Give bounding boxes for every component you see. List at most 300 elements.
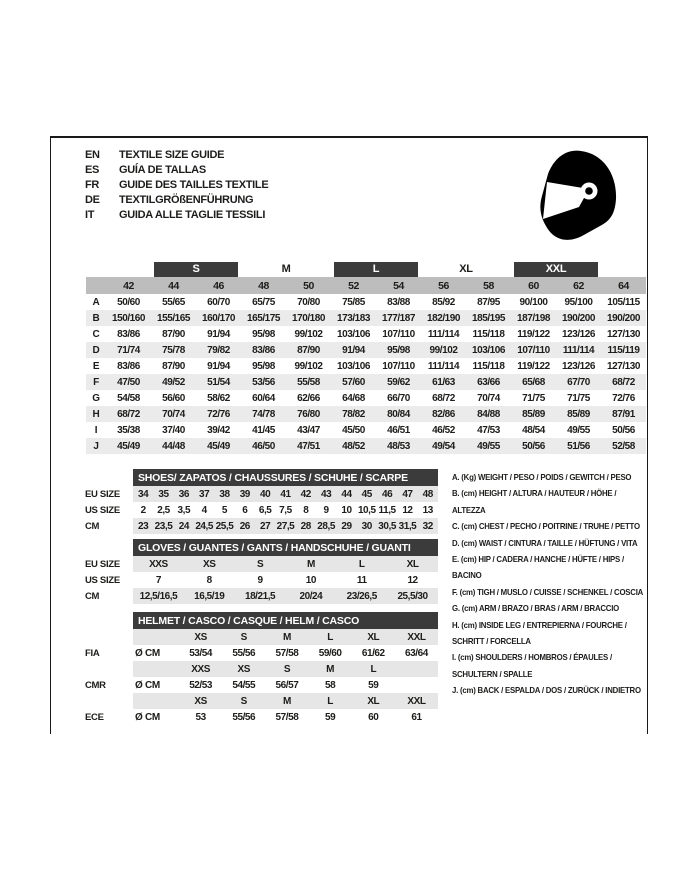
size-value: 6,5 <box>258 504 272 516</box>
size-value: 7,5 <box>279 504 292 516</box>
gloves-table-rows <box>85 556 438 604</box>
measure-value: 187/198 <box>517 312 550 324</box>
measure-value: 67/70 <box>567 376 590 388</box>
helmet-table <box>85 612 438 725</box>
helmet-value-row <box>85 645 438 661</box>
measure-value: 78/82 <box>342 408 365 420</box>
legend-item: A. (Kg) WEIGHT / PESO / POIDS / GEWITCH / PESO <box>452 472 632 482</box>
measure-value: 91/94 <box>207 360 230 372</box>
measure-value: 74/78 <box>252 408 275 420</box>
measure-value: 85/92 <box>432 296 455 308</box>
measure-value: 72/76 <box>612 392 635 404</box>
helmet-size-header: L <box>370 663 377 675</box>
measure-value: 57/60 <box>342 376 365 388</box>
measure-value: 79/82 <box>207 344 230 356</box>
helmet-table-rows <box>85 629 438 725</box>
standard-label: FIA <box>85 647 100 659</box>
size-value: 44 <box>341 488 352 500</box>
measure-value: 103/106 <box>337 328 370 340</box>
size-value: 23 <box>138 520 149 532</box>
size-value: 11,5 <box>378 504 396 516</box>
textile-measure-row <box>86 374 646 390</box>
size-value: 32 <box>422 520 433 532</box>
size-column-header: 62 <box>573 279 584 292</box>
measure-value: 99/102 <box>429 344 458 356</box>
size-value: 45 <box>361 488 372 500</box>
measure-row-label: F <box>93 376 99 388</box>
legend-item: J. (cm) BACK / ESPALDA / DOS / ZURÜCK / INDIETRO <box>452 685 641 696</box>
legend-item: I. (cm) SHOULDERS / HOMBROS / ÉPAULES / SCHULTERN / SPALLE <box>452 652 612 679</box>
language-code: EN <box>85 148 100 161</box>
measure-value: 107/110 <box>382 360 415 372</box>
measure-value: 83/86 <box>117 360 140 372</box>
measure-value: 60/70 <box>207 296 230 308</box>
row-cells <box>133 486 438 502</box>
measure-value: 99/102 <box>294 360 323 372</box>
row-label: US SIZE <box>85 504 120 516</box>
standard-label: ECE <box>85 711 104 723</box>
measure-value: 39/42 <box>207 424 230 436</box>
helmet-size-header: XS <box>194 631 207 643</box>
measure-value: 50/60 <box>117 296 140 308</box>
language-code: ES <box>85 163 100 176</box>
size-value: 48 <box>422 488 433 500</box>
size-value: 24 <box>178 520 189 532</box>
size-value: 39 <box>239 488 250 500</box>
measure-value: 91/94 <box>207 328 230 340</box>
helmet-size-header: XS <box>194 695 207 707</box>
standard-label: CMR <box>85 679 106 691</box>
language-title: TEXTILE SIZE GUIDE <box>119 148 225 161</box>
helmet-size-value: 57/58 <box>275 647 299 659</box>
measure-value: 66/70 <box>387 392 410 404</box>
helmet-size-value: 58 <box>324 679 336 691</box>
language-row <box>85 162 268 177</box>
size-value: 12 <box>407 574 418 586</box>
measure-value: 83/86 <box>252 344 275 356</box>
helmet-size-header: XXL <box>407 695 426 707</box>
textile-measure-row <box>86 342 646 358</box>
helmet-size-value: 55/56 <box>232 647 256 659</box>
legend-item: G. (cm) ARM / BRAZO / BRAS / ARM / BRACCIO <box>452 603 620 614</box>
size-value: 31,5 <box>398 520 417 532</box>
measure-value: 58/62 <box>207 392 230 404</box>
measure-value: 72/76 <box>207 408 230 420</box>
helmet-size-header: XXL <box>407 631 426 643</box>
helmet-size-value: 59 <box>324 711 336 723</box>
helmet-size-value: 53/54 <box>189 647 212 659</box>
size-value: 23/26,5 <box>346 590 377 602</box>
measure-value: 75/85 <box>342 296 365 308</box>
size-column-header: 60 <box>528 279 539 292</box>
size-column-header: 54 <box>393 279 404 292</box>
size-column-header: 48 <box>258 279 269 292</box>
unit-label: Ø CM <box>135 679 160 691</box>
measure-value: 115/118 <box>472 328 505 340</box>
measure-value: 48/54 <box>522 424 545 436</box>
size-value: 8 <box>206 574 212 586</box>
helmet-size-value: 57/58 <box>275 711 299 723</box>
size-value: 30,5 <box>378 520 396 532</box>
measure-value: 71/75 <box>567 392 590 404</box>
measure-value: 46/50 <box>252 440 275 452</box>
measure-value: 45/49 <box>207 440 230 452</box>
size-value: M <box>306 558 315 570</box>
measure-value: 47/53 <box>477 424 500 436</box>
language-row <box>85 177 268 192</box>
language-row <box>85 147 268 162</box>
size-value: 28 <box>300 520 311 532</box>
measure-value: 119/122 <box>517 328 550 340</box>
row-label: US SIZE <box>85 574 120 586</box>
size-value: 26 <box>239 520 250 532</box>
measure-value: 49/54 <box>432 440 455 452</box>
row-cells <box>133 709 438 725</box>
size-value: 18/21,5 <box>244 590 276 602</box>
size-value: 12 <box>402 504 413 516</box>
legend-item: E. (cm) HIP / CADERA / HANCHE / HÜFTE / HIPS / BACINO <box>452 554 624 581</box>
size-value: L <box>358 558 365 570</box>
shoes-table <box>85 469 438 534</box>
measure-value: 87/90 <box>162 328 185 340</box>
measure-value: 177/187 <box>382 312 415 324</box>
measure-value: 65/75 <box>252 296 275 308</box>
helmet-size-value: 61/62 <box>361 647 385 659</box>
size-value: XL <box>406 558 419 570</box>
size-value: 47 <box>402 488 413 500</box>
helmet-size-value: 61 <box>411 711 422 723</box>
size-value: 37 <box>199 488 210 500</box>
row-label: EU SIZE <box>85 488 120 500</box>
textile-size-table <box>86 261 646 454</box>
size-value: 36 <box>178 488 189 500</box>
measure-value: 70/74 <box>162 408 185 420</box>
measure-value: 87/90 <box>162 360 185 372</box>
helmet-size-value: 59 <box>368 679 379 691</box>
size-value: 41 <box>280 488 291 500</box>
language-title: GUIDE DES TAILLES TEXTILE <box>119 178 269 191</box>
size-value: 30 <box>361 520 372 532</box>
size-column-header: 56 <box>438 279 449 292</box>
size-value: 8 <box>303 504 309 516</box>
measure-value: 35/38 <box>117 424 140 436</box>
language-row <box>85 207 268 222</box>
measure-value: 82/86 <box>432 408 455 420</box>
measure-row-label: I <box>94 424 98 436</box>
language-title: GUIDA ALLE TAGLIE TESSILI <box>119 208 266 221</box>
row-cells <box>133 677 438 693</box>
language-title: GUÍA DE TALLAS <box>119 163 206 176</box>
measure-value: 85/89 <box>522 408 545 420</box>
measure-value: 55/65 <box>162 296 185 308</box>
size-value: 27 <box>260 520 271 532</box>
size-value: 27,5 <box>276 520 295 532</box>
helmet-size-row <box>85 693 438 709</box>
helmet-size-value: 60 <box>368 711 379 723</box>
measure-row-label: G <box>92 392 100 404</box>
size-column-header: 64 <box>618 279 629 292</box>
textile-measure-row <box>86 406 646 422</box>
measure-value: 111/114 <box>562 344 595 356</box>
legend-item: C. (cm) CHEST / PECHO / POITRINE / TRUHE / PETTO <box>452 521 640 532</box>
size-value: 46 <box>381 488 393 500</box>
measure-row-label: C <box>92 328 100 340</box>
measure-value: 70/80 <box>297 296 320 308</box>
helmet-size-value: 63/64 <box>405 647 428 659</box>
measure-value: 170/180 <box>292 312 325 324</box>
measure-value: 68/72 <box>612 376 635 388</box>
helmet-size-header: M <box>282 631 291 643</box>
shoes-table-title: SHOES/ ZAPATOS / CHAUSSURES / SCHUHE / SCARPE <box>133 469 438 486</box>
helmet-size-value: 52/53 <box>189 679 212 691</box>
size-value: 10,5 <box>357 504 376 516</box>
measure-row-label: E <box>92 360 100 372</box>
measure-value: 76/80 <box>297 408 320 420</box>
measure-value: 75/78 <box>162 344 185 356</box>
measure-value: 87/90 <box>297 344 320 356</box>
measure-value: 87/91 <box>612 408 635 420</box>
measure-value: 70/74 <box>477 392 500 404</box>
textile-measure-row <box>86 326 646 342</box>
size-column-header: 42 <box>123 279 134 292</box>
measure-value: 95/100 <box>564 296 593 308</box>
measure-value: 87/95 <box>477 296 500 308</box>
row-cells <box>133 588 438 604</box>
size-value: S <box>256 558 264 570</box>
row-label <box>85 693 133 709</box>
measure-value: 185/195 <box>472 312 505 324</box>
language-row <box>85 192 268 207</box>
measure-value: 55/58 <box>297 376 320 388</box>
measure-value: 60/64 <box>252 392 275 404</box>
size-value: 6 <box>242 504 248 516</box>
gloves-row <box>85 556 438 572</box>
textile-measure-row <box>86 422 646 438</box>
size-value: 42 <box>300 488 311 500</box>
helmet-size-header: S <box>240 695 247 707</box>
size-value: 13 <box>422 504 433 516</box>
size-value: 25,5 <box>215 520 234 532</box>
measure-value: 190/200 <box>607 312 640 324</box>
size-value: 5 <box>221 504 228 516</box>
size-value: 7 <box>155 574 161 586</box>
measure-value: 105/115 <box>607 296 640 308</box>
measure-value: 84/88 <box>477 408 500 420</box>
textile-measure-row <box>86 438 646 454</box>
measure-value: 115/119 <box>607 344 640 356</box>
textile-measure-row <box>86 390 646 406</box>
measure-value: 45/49 <box>117 440 140 452</box>
row-cells <box>133 502 438 518</box>
measure-value: 123/126 <box>562 360 595 372</box>
measure-value: 190/200 <box>562 312 595 324</box>
helmet-value-row <box>85 677 438 693</box>
size-value: 2,5 <box>157 504 170 516</box>
size-value: 11 <box>356 574 367 586</box>
language-list <box>85 147 268 222</box>
measure-value: 155/165 <box>157 312 190 324</box>
measure-value: 52/58 <box>612 440 635 452</box>
measure-value: 182/190 <box>427 312 460 324</box>
size-value: 43 <box>321 488 332 500</box>
measure-value: 95/98 <box>252 360 275 372</box>
language-code: IT <box>85 208 95 221</box>
helmet-size-value <box>395 677 438 693</box>
row-cells <box>133 661 438 677</box>
helmet-size-header: L <box>327 695 333 707</box>
measure-value: 41/45 <box>252 424 275 436</box>
size-group-label: XXL <box>514 262 598 277</box>
measure-value: 53/56 <box>252 376 275 388</box>
legend-item: F. (cm) TIGH / MUSLO / CUISSE / SCHENKEL / COSCIA <box>452 586 644 597</box>
measure-row-label: D <box>92 344 100 356</box>
measure-value: 48/52 <box>342 440 365 452</box>
size-value: 9 <box>323 504 329 516</box>
measure-value: 91/94 <box>342 344 365 356</box>
row-cells <box>133 556 438 572</box>
textile-measure-row <box>86 294 646 310</box>
measure-value: 83/88 <box>387 296 410 308</box>
helmet-value-row <box>85 709 438 725</box>
measure-value: 51/54 <box>207 376 230 388</box>
measure-value: 99/102 <box>294 328 323 340</box>
size-value: 2 <box>140 504 146 516</box>
measure-row-label: B <box>92 312 100 324</box>
measure-value: 37/40 <box>162 424 185 436</box>
legend-item: D. (cm) WAIST / CINTURA / TAILLE / HÜFTUNG / VITA <box>452 537 638 548</box>
size-value: 20/24 <box>299 590 323 602</box>
measure-value: 80/84 <box>387 408 410 420</box>
helmet-size-value: 59/60 <box>318 647 342 659</box>
measure-value: 165/175 <box>247 312 280 324</box>
size-group-label: S <box>154 262 238 277</box>
helmet-size-header: XL <box>367 695 380 707</box>
unit-label: Ø CM <box>135 647 160 659</box>
gloves-row <box>85 572 438 588</box>
measure-value: 119/122 <box>517 360 550 372</box>
measure-value: 61/63 <box>432 376 455 388</box>
row-label: CM <box>85 590 100 602</box>
measure-value: 62/66 <box>297 392 320 404</box>
measure-value: 90/100 <box>519 296 548 308</box>
helmet-size-row <box>85 629 438 645</box>
measure-value: 50/56 <box>522 440 545 452</box>
size-value: 28,5 <box>317 520 335 532</box>
unit-spacer <box>133 661 179 677</box>
size-value: 23,5 <box>154 520 173 532</box>
measure-value: 111/114 <box>427 328 460 340</box>
shoes-row <box>85 502 438 518</box>
measure-value: 71/74 <box>117 344 140 356</box>
size-value: 3,5 <box>177 504 191 516</box>
measure-value: 85/89 <box>567 408 590 420</box>
measure-value: 56/60 <box>162 392 185 404</box>
row-label <box>85 629 133 645</box>
measure-value: 107/110 <box>382 328 415 340</box>
measurement-legend <box>452 469 647 699</box>
measure-value: 103/106 <box>337 360 370 372</box>
row-label: CM <box>85 520 100 532</box>
helmet-size-header: XXS <box>191 663 210 675</box>
measure-value: 127/130 <box>607 328 640 340</box>
measure-value: 51/56 <box>567 440 590 452</box>
measure-value: 150/160 <box>112 312 145 324</box>
measure-value: 95/98 <box>387 344 410 356</box>
gloves-table-title: GLOVES / GUANTES / GANTS / HANDSCHUHE / GUANTI <box>133 539 438 556</box>
shoes-row <box>85 486 438 502</box>
size-column-header: 46 <box>213 279 224 292</box>
measure-value: 44/48 <box>162 440 185 452</box>
unit-spacer <box>133 693 179 709</box>
measure-value: 64/68 <box>342 392 365 404</box>
row-cells <box>133 518 438 534</box>
helmet-size-row <box>85 661 438 677</box>
language-code: FR <box>85 178 100 191</box>
unit-spacer <box>133 629 179 645</box>
measure-value: 50/56 <box>612 424 635 436</box>
measure-value: 103/106 <box>472 344 505 356</box>
measure-value: 46/52 <box>432 424 455 436</box>
helmet-size-header: L <box>327 631 333 643</box>
size-value: 29 <box>341 520 352 532</box>
measure-value: 63/66 <box>477 376 500 388</box>
measure-value: 111/114 <box>427 360 460 372</box>
size-value: XXS <box>149 558 168 570</box>
unit-label: Ø CM <box>135 711 160 723</box>
gloves-table <box>85 539 438 604</box>
row-cells <box>133 572 438 588</box>
shoes-row <box>85 518 438 534</box>
size-value: 38 <box>219 488 230 500</box>
measure-row-label: A <box>92 296 100 308</box>
measure-value: 71/75 <box>522 392 545 404</box>
size-group-label: XL <box>459 263 473 275</box>
language-title: TEXTILGRÖßENFÜHRUNG <box>119 193 254 206</box>
measure-row-label: J <box>93 440 99 452</box>
helmet-icon <box>536 149 618 241</box>
measure-value: 127/130 <box>607 360 640 372</box>
helmet-size-header: M <box>282 695 291 707</box>
size-value: 34 <box>138 488 149 500</box>
row-cells <box>133 645 438 661</box>
measure-value: 54/58 <box>117 392 140 404</box>
helmet-size-header: XL <box>367 631 380 643</box>
measure-value: 95/98 <box>252 328 275 340</box>
measure-value: 49/55 <box>477 440 500 452</box>
measure-value: 83/86 <box>117 328 140 340</box>
helmet-size-value: 55/56 <box>232 711 256 723</box>
measure-value: 68/72 <box>432 392 455 404</box>
size-column-header: 50 <box>303 279 314 292</box>
size-value: 25,5/30 <box>397 590 428 602</box>
row-cells <box>133 693 438 709</box>
measure-value: 65/68 <box>522 376 545 388</box>
shoes-table-rows <box>85 486 438 534</box>
row-cells <box>133 629 438 645</box>
size-value: 4 <box>201 504 207 516</box>
row-label: EU SIZE <box>85 558 120 570</box>
size-column-header: 52 <box>348 279 359 292</box>
helmet-size-header: S <box>240 631 247 643</box>
size-value: 16,5/19 <box>194 590 225 602</box>
helmet-size-value: 54/55 <box>232 679 256 691</box>
helmet-size-header: S <box>283 663 291 675</box>
helmet-size-header <box>395 661 438 677</box>
size-value: 12,5/16,5 <box>139 590 178 602</box>
measure-value: 123/126 <box>562 328 595 340</box>
measure-value: 47/50 <box>117 376 140 388</box>
helmet-table-title: HELMET / CASCO / CASQUE / HELM / CASCO <box>133 612 438 629</box>
